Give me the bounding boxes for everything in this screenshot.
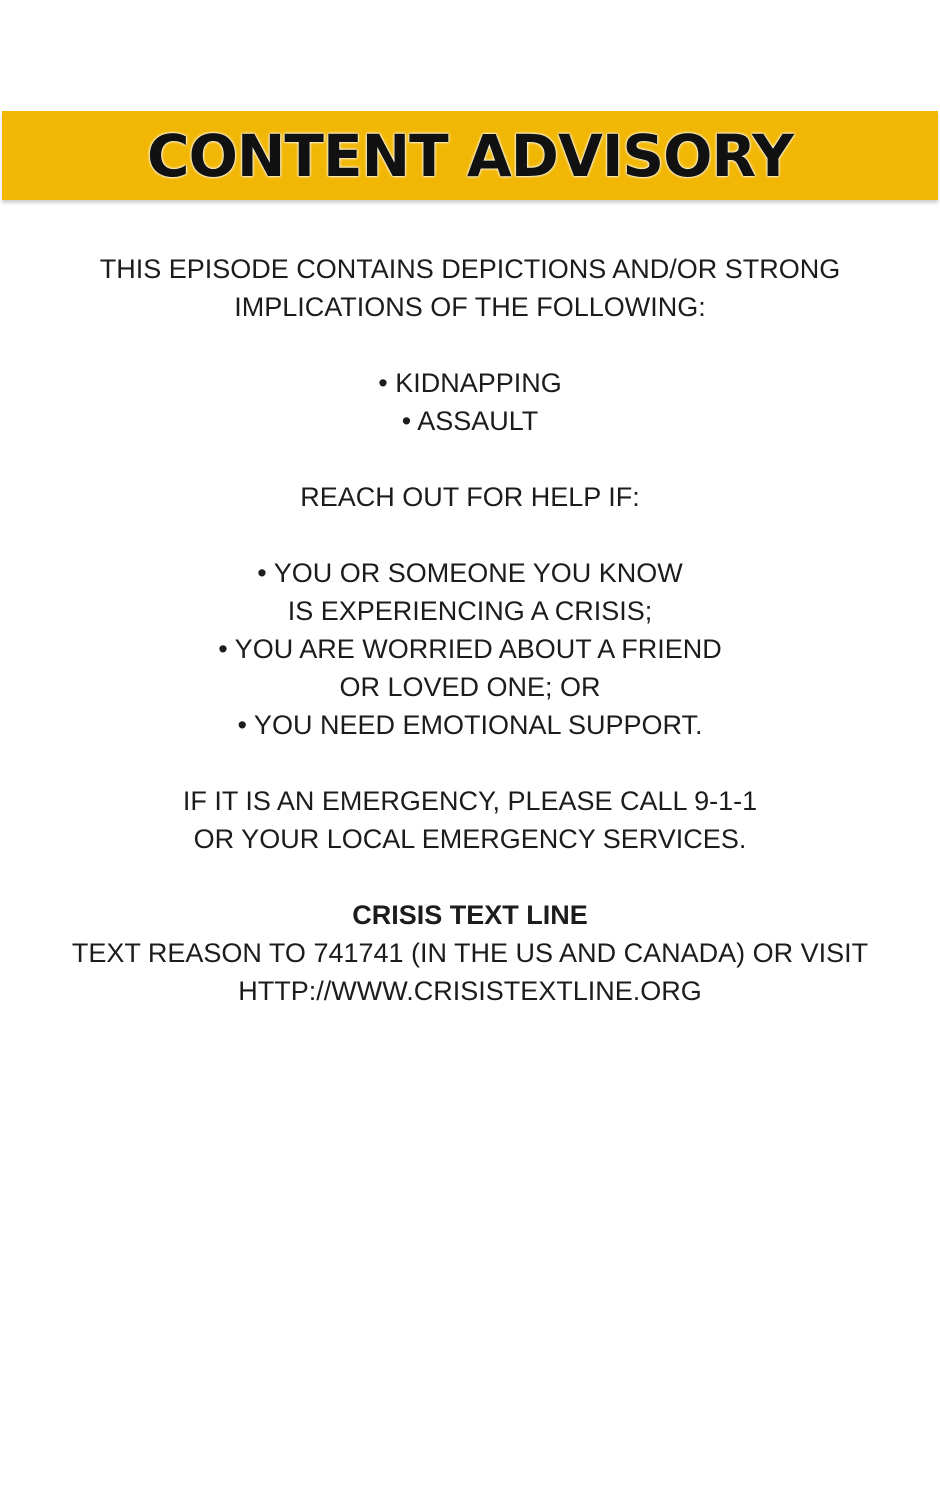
reach-out-item: • YOU OR SOMEONE YOU KNOW — [257, 558, 683, 588]
advisory-title: CONTENT ADVISORY — [147, 121, 793, 190]
reach-out-item: IS EXPERIENCING A CRISIS; — [287, 596, 653, 626]
reach-out-item: • YOU ARE WORRIED ABOUT A FRIEND — [218, 634, 722, 664]
emergency-line: OR YOUR LOCAL EMERGENCY SERVICES. — [193, 824, 747, 854]
crisis-text-line-instructions: TEXT REASON TO 741741 (IN THE US AND CANADA) OR VISIT — [71, 938, 869, 968]
crisis-text-line-url: HTTP://WWW.CRISISTEXTLINE.ORG — [238, 976, 702, 1006]
emergency-line: IF IT IS AN EMERGENCY, PLEASE CALL 9-1-1 — [182, 786, 758, 816]
intro-line: IMPLICATIONS OF THE FOLLOWING: — [234, 292, 706, 322]
advisory-body — [0, 250, 940, 1010]
reach-out-item: OR LOVED ONE; OR — [339, 672, 601, 702]
advisory-banner — [2, 111, 938, 200]
topic-item-assault: • ASSAULT — [401, 406, 539, 436]
topic-item-kidnapping: • KIDNAPPING — [378, 368, 562, 398]
intro-line: THIS EPISODE CONTAINS DEPICTIONS AND/OR STRONG — [99, 254, 841, 284]
crisis-text-line-heading: CRISIS TEXT LINE — [352, 900, 588, 930]
reach-out-heading: REACH OUT FOR HELP IF: — [300, 482, 640, 512]
reach-out-item: • YOU NEED EMOTIONAL SUPPORT. — [237, 710, 703, 740]
